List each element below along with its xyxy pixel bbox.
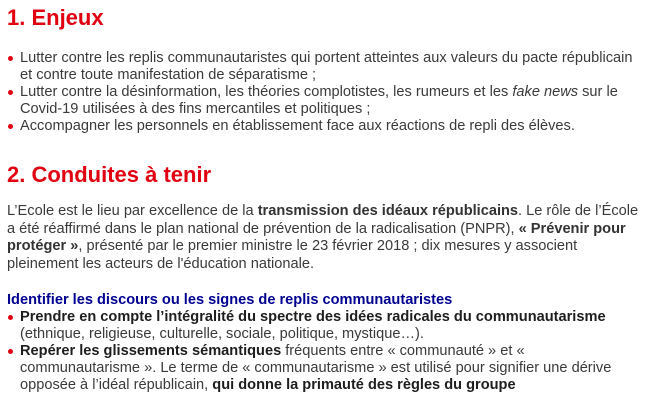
list-item-emphasis: fake news [512, 84, 579, 100]
list-item [7, 343, 647, 394]
paragraph-text: , présenté par le premier ministre le 23 février 2018 ; dix mesures y associent pleinement les acteurs de l'éducation nationale. [7, 238, 578, 272]
list-item-bold: qui donne la primauté des règles du groupe [212, 377, 516, 393]
list-item [7, 309, 647, 343]
list-item-bold: Prendre en compte l’intégralité du spectre des idées radicales du communautarisme [20, 309, 606, 325]
list-item-text: Lutter contre la désinformation, les théories complotistes, les rumeurs et les [20, 84, 513, 100]
paragraph-bold: transmission des idéaux républicains [257, 203, 519, 219]
list-item-bold: Repérer les glissements sémantiques [20, 343, 282, 359]
list-item-text: Lutter contre les replis communautaristes qui portent atteintes aux valeurs du pacte républicain et contre toute manifestation de séparatisme ; [20, 50, 633, 83]
list-item-text: (ethnique, religieuse, culturelle, sociale, politique, mystique…). [20, 326, 424, 342]
section-heading-enjeux: 1. Enjeux [7, 5, 104, 30]
list-item [7, 118, 643, 135]
section-heading-conduites: 2. Conduites à tenir [7, 162, 212, 187]
list-item-text: sur le Covid-19 utilisées à des fins mercantiles et politiques ; [20, 84, 618, 117]
list-item [7, 84, 643, 118]
subheading: Identifier les discours ou les signes de replis communautaristes [7, 292, 453, 308]
list-item-text: Accompagner les personnels en établissement face aux réactions de repli des élèves. [20, 118, 575, 134]
list-item-text: fréquents entre « communauté » et « communautarisme ». Le terme de « communautarisme » est utilisé pour signifier une dérive opposée à l’idéal républicain, [20, 343, 612, 393]
enjeux-list [7, 50, 643, 135]
list-item [7, 50, 643, 84]
paragraph-text: . Le rôle de l’École a été réaffirmé dans le plan national de prévention de la radicalisation (PNPR), [7, 203, 639, 237]
conduites-list [7, 309, 647, 394]
paragraph-bold: « Prévenir pour protéger » [7, 220, 626, 254]
paragraph-text: L’Ecole est le lieu par excellence de la [7, 203, 258, 219]
intro-paragraph [7, 203, 647, 273]
